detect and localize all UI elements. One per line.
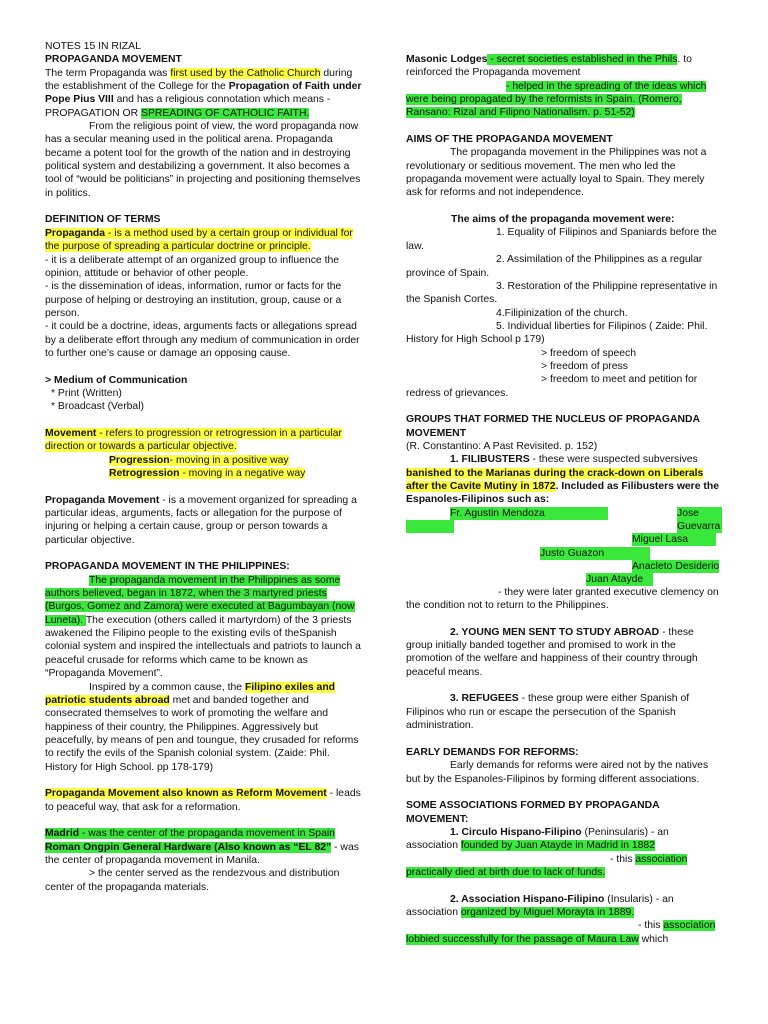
aims-list-heading: The aims of the propaganda movement were: <box>451 214 675 226</box>
center-sub-item: > the center served as the rendezvous and distribution center of the propaganda materials. <box>45 868 340 893</box>
aim-item: 3. Restoration of the Philippine representative in the Spanish Cortes. <box>406 280 718 306</box>
associations-heading: SOME ASSOCIATIONS FORMED BY PROPAGANDA MOVEMENT: <box>406 800 660 825</box>
philippines-paragraph: The propaganda movement in the Philippines as some authors believed, began in 1872, when the 3 martyred priests (Burgos, Gomez and Zamora) were executed at Bagumbayan (now Luneta). The execution (others called it martyrdom) of the 3 priests awakened the Filipino people to the existing evils of theSpanish colonial system and inspired the intellectuals and patriots to launch a peaceful crusade for reforms which came to be known as “Propaganda Movement”. <box>45 574 361 680</box>
circulo-paragraph: 1. Circulo Hispano-Filipino (Peninsularis) - an association founded by Juan Atayde in Madrid in 1882 <box>406 826 669 852</box>
filibusters-paragraph: 1. FILIBUSTERS - these were suspected subversives banished to the Marianas during the crack-down on Liberals after the Cavite Mutiny in 1872. Included as Filibusters were the Espanoles-Filipinos such as: <box>406 454 719 506</box>
medium-item: * Broadcast (Verbal) <box>51 401 144 413</box>
name-item: Anacleto Desiderio <box>632 560 720 572</box>
association-paragraph: 2. Association Hispano-Filipino (Insularis) - an association organized by Miguel Morayta in 1889. <box>406 893 674 918</box>
groups-heading: GROUPS THAT FORMED THE NUCLEUS OF PROPAGANDA MOVEMENT <box>406 414 700 439</box>
name-item: Justo Guazon <box>540 547 650 560</box>
madrid-paragraph: Madrid - was the center of the propaganda movement in Spain <box>45 828 335 840</box>
right-column <box>406 53 722 946</box>
definition-item: - it could be a doctrine, ideas, arguments facts or allegations spread by a deliberate effort through any medium of communication in order to further one’s cause or damage an opposing cause. <box>45 321 360 359</box>
medium-item: * Print (Written) <box>51 387 122 399</box>
masonic-lodges-sub: - helped in the spreading of the ideas which were being propagated by the reformists in Spain. (Romero, Ransano: Rizal and Filipno Nationalism. p. 51-52) <box>406 80 707 119</box>
filibuster-names-2 <box>406 573 722 586</box>
aim-item: 4.Filipinization of the church. <box>496 307 628 319</box>
filibuster-names <box>406 507 722 573</box>
aims-heading: AIMS OF THE PROPAGANDA MOVEMENT <box>406 134 613 146</box>
freedom-item: > freedom of press <box>541 360 628 372</box>
definition-item: - it is a deliberate attempt of an organized group to influence the opinion, attitude or behavior of other people. <box>45 254 340 279</box>
name-item: Jose Guevarra <box>677 507 721 533</box>
reform-movement-paragraph: Propaganda Movement also known as Reform Movement - leads to peaceful way, that ask for a reformation. <box>45 788 361 813</box>
association-sub: - this association lobbied successfully for the passage of Maura Law which <box>406 920 716 945</box>
aim-item: 5. Individual liberties for Filipinos ( Zaide: Phil. History for High School p 179) <box>406 320 708 346</box>
young-men-paragraph: 2. YOUNG MEN SENT TO STUDY ABROAD - these group initially banded together and promised to work in the promotion of the welfare and happiness of their country through peaceful means. <box>406 626 698 678</box>
propaganda-movement-heading: PROPAGANDA MOVEMENT <box>45 54 182 66</box>
propaganda-movement-definition: Propaganda Movement - is a movement organized for spreading a particular ideas, arguments, facts or allegation for the purpose of injuring or helping a certain cause, group or person towards a particular objective. <box>45 494 357 546</box>
masonic-lodges-paragraph: Masonic Lodges - secret societies established in the Phils. to reinforced the Propaganda movement <box>406 54 692 79</box>
filibusters-after: - they were later granted executive clemency on the condition not to return to the Philippines. <box>406 586 719 612</box>
roman-ongpin-paragraph: Roman Ongpin General Hardware (Also known as “EL 82” - was the center of propaganda movement in Manila. <box>45 841 359 866</box>
medium-heading: > Medium of Communication <box>45 374 188 386</box>
left-column <box>45 40 363 894</box>
propaganda-definition: Propaganda - is a method used by a certain group or individual for the purpose of spreading a particular doctrine or principle. <box>45 227 353 253</box>
progression-item: Progression- moving in a positive way <box>109 454 289 466</box>
freedom-item: > freedom to meet and petition for redress of grievances. <box>406 374 698 399</box>
religious-view-paragraph: From the religious point of view, the word propaganda now has a secular meaning used in the political arena. Propaganda became a potent tool for the growth of the nation and in destroying political system and destabilizing a government. It also becomes a tool of “would be politicians” in projecting and positioning themselves in politics. <box>45 121 361 199</box>
name-item: Fr. Agustin Mendoza <box>450 507 608 520</box>
retrogression-item: Retrogression - moving in a negative way <box>109 468 306 479</box>
inspired-paragraph: Inspired by a common cause, the Filipino exiles and patriotic students abroad met and banded together and consecrated themselves to work of promoting the welfare and happiness of their country, the Philippines. Aggressively but peacefully, by means of pen and toungue, they crusaded for reforms to rectify the evils of the Spanish colonial system. (Zaide: Phil. History for High School. pp 178-179) <box>45 681 359 773</box>
definition-heading: DEFINITION OF TERMS <box>45 214 161 226</box>
aims-paragraph: The propaganda movement in the Philippines was not a revolutionary or seditious movement. The men who led the propaganda movement were actually loyal to Spain. They merely ask for reforms and not independence. <box>406 147 707 199</box>
groups-reference: (R. Constantino: A Past Revisited. p. 152) <box>406 440 598 452</box>
aim-item: 1. Equality of Filipinos and Spaniards before the law. <box>406 227 717 252</box>
early-demands-paragraph: Early demands for reforms were aired not by the natives but by the Espanoles-Filipinos by forming different associations. <box>406 760 709 785</box>
philippines-heading: PROPAGANDA MOVEMENT IN THE PHILIPPINES: <box>45 561 290 573</box>
document-title: NOTES 15 IN RIZAL <box>45 41 141 52</box>
movement-definition: Movement - refers to progression or retrogression in a particular direction or towards a particular objective. <box>45 427 342 453</box>
intro-paragraph: The term Propaganda was first used by the Catholic Church during the establishment of the College for the Propagation of Faith under Pope Pius VIII and has a religious connotation which means - PROPAGATION OR SPREADING OF CATHOLIC FAITH. <box>45 67 362 119</box>
refugees-paragraph: 3. REFUGEES - these group were either Spanish of Filipinos who run or escape the persecution of the Spanish administration. <box>406 693 690 732</box>
circulo-sub: - this association practically died at birth due to lack of funds. <box>406 853 688 878</box>
name-item: Juan Atayde <box>586 573 653 586</box>
definition-item: - is the dissemination of ideas, information, rumor or facts for the purpose of helping or destroying an institution, group, cause or a person. <box>45 281 342 319</box>
aim-item: 2. Assimilation of the Philippines as a regular province of Spain. <box>406 254 703 279</box>
name-item: Miguel Lasa <box>632 533 716 546</box>
early-demands-heading: EARLY DEMANDS FOR REFORMS: <box>406 746 579 758</box>
freedom-item: > freedom of speech <box>541 347 637 359</box>
